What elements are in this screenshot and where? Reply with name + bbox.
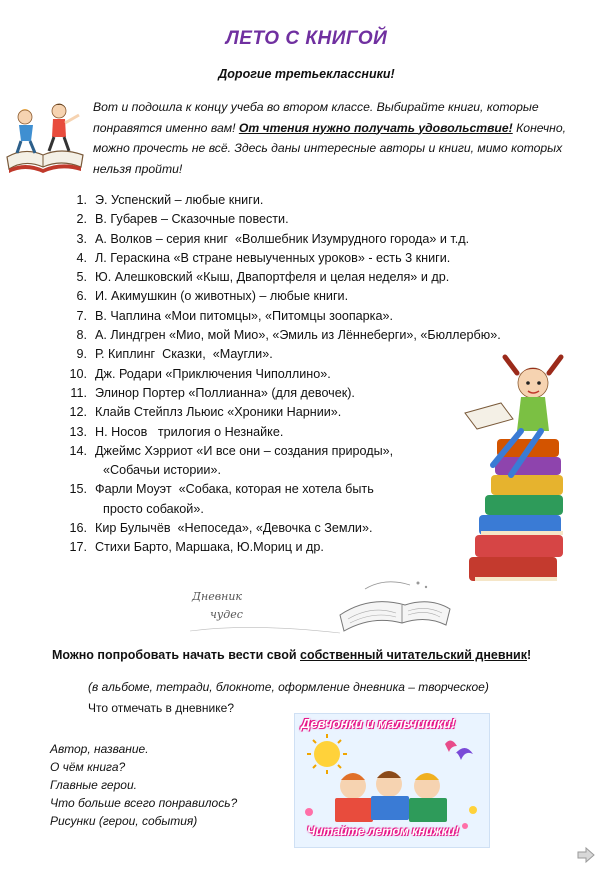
book-number: 5.	[76, 270, 87, 285]
book-title: Дж. Родари «Приключения Чиполлино».	[95, 366, 331, 381]
diary-sentence	[52, 648, 531, 662]
intro-paragraph	[93, 97, 573, 179]
intro-text-2: Конечно, можно прочесть не всё. Здесь даны интересные авторы и книги, мимо которых нельзя пройти!	[93, 120, 567, 176]
book-list-item	[57, 210, 577, 229]
greeting: Дорогие третьеклассники!	[218, 67, 395, 81]
intro-text-1: Вот и подошла к концу учеба во втором классе. Выбирайте книги, которые понравятся именно вам!	[93, 100, 539, 135]
diary-item: Главные герои.	[50, 778, 137, 792]
diary-ornament-caption	[192, 588, 243, 624]
book-title: Элинор Портер «Поллианна» (для девочек).	[95, 385, 355, 400]
diary-item: О чём книга?	[50, 760, 126, 774]
book-number: 13.	[69, 424, 87, 439]
diary-sentence-end: !	[527, 648, 532, 662]
kids-reading-illustration	[3, 95, 87, 175]
summer-reading-banner	[294, 713, 490, 848]
diary-items-list	[50, 740, 237, 830]
diary-ornament-line1: Дневник	[192, 590, 242, 603]
book-number: 9.	[76, 347, 87, 362]
next-page-arrow-icon[interactable]	[576, 846, 596, 864]
page-title: ЛЕТО С КНИГОЙ	[225, 28, 388, 49]
book-list-item	[57, 307, 577, 326]
book-title: Ю. Алешковский «Кыш, Двапортфеля и целая неделя» и др.	[95, 270, 450, 285]
book-number: 4.	[76, 250, 87, 265]
book-number: 17.	[69, 540, 87, 555]
book-title: «Собачьи истории».	[103, 463, 221, 478]
book-number	[57, 461, 95, 480]
book-title: Клайв Стейплз Льюис «Хроники Нарнии».	[95, 405, 342, 420]
book-number: 16.	[69, 521, 87, 536]
book-title: Э. Успенский – любые книги.	[95, 193, 264, 207]
book-title: Кир Булычёв «Непоседа», «Девочка с Земли».	[95, 521, 373, 536]
book-number: 1.	[76, 193, 87, 207]
book-title: Джеймс Хэрриот «И все они – создания природы»,	[95, 443, 394, 458]
book-title: просто собакой».	[103, 501, 204, 516]
book-list-item	[57, 191, 577, 210]
book-title: А. Волков – серия книг «Волшебник Изумрудного города» и т.д.	[95, 231, 470, 246]
book-number: 15.	[69, 482, 87, 497]
book-number: 2.	[76, 212, 87, 227]
diary-note: (в альбоме, тетради, блокноте, оформление дневника – творческое)	[88, 680, 489, 694]
book-number: 14.	[69, 443, 87, 458]
diary-sentence-underlined: собственный читательский дневник	[300, 648, 527, 662]
book-title: В. Губарев – Сказочные повести.	[95, 212, 289, 227]
diary-question: Что отмечать в дневнике?	[88, 701, 234, 715]
book-list-item	[57, 287, 577, 306]
book-title: В. Чаплина «Мои питомцы», «Питомцы зоопарка».	[95, 308, 393, 323]
diary-sentence-text: Можно попробовать начать вести свой	[52, 648, 300, 662]
book-number: 3.	[76, 231, 87, 246]
book-title: А. Линдгрен «Мио, мой Мио», «Эмиль из Лённеберги», «Бюллербю».	[95, 328, 501, 343]
book-title: Н. Носов трилогия о Незнайке.	[95, 424, 284, 439]
book-number: 10.	[69, 366, 87, 381]
intro-emphasis: От чтения нужно получать удовольствие!	[238, 120, 513, 135]
book-title: Фарли Моуэт «Собака, которая не хотела быть	[95, 482, 374, 497]
book-title: Стихи Барто, Маршака, Ю.Мориц и др.	[95, 540, 324, 555]
banner-bottom-text: Читайте летом книжки!	[307, 824, 459, 838]
book-title: Л. Гераскина «В стране невыученных уроков» - есть 3 книги.	[95, 250, 451, 265]
diary-item: Что больше всего понравилось?	[50, 796, 238, 810]
banner-top-text: Девчонки и мальчишки!	[301, 716, 456, 731]
book-number: 7.	[76, 308, 87, 323]
book-number: 11.	[70, 385, 87, 400]
girl-on-books-illustration	[455, 335, 567, 590]
book-number: 12.	[69, 405, 87, 420]
book-list-item	[57, 268, 577, 287]
book-title: И. Акимушкин (о животных) – любые книги.	[95, 289, 349, 304]
diary-item: Рисунки (герои, события)	[50, 814, 198, 828]
book-number: 8.	[76, 328, 87, 343]
book-list-item	[57, 230, 577, 249]
book-list-item	[57, 249, 577, 268]
diary-ornament-line2: чудес	[210, 608, 243, 621]
book-number: 6.	[76, 289, 87, 304]
diary-item: Автор, название.	[50, 742, 149, 756]
book-title: Р. Киплинг Сказки, «Маугли».	[95, 347, 273, 362]
book-number	[57, 500, 95, 519]
